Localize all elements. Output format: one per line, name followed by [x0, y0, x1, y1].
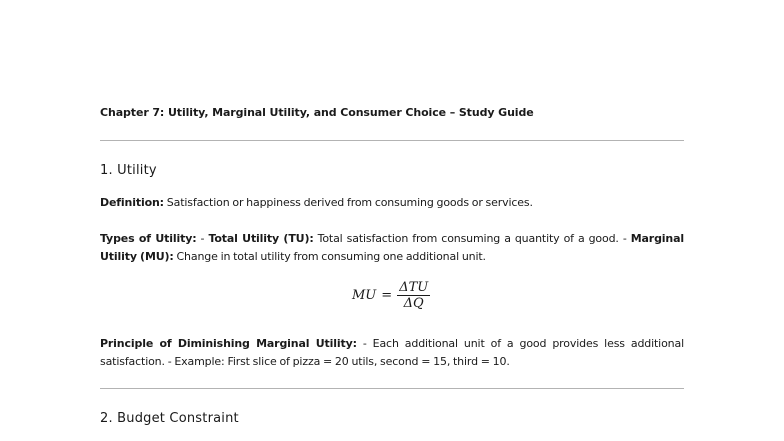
section-divider [100, 388, 684, 389]
formula-fraction [397, 280, 430, 311]
marginal-utility-label: Marginal Utility (MU): [100, 232, 684, 263]
types-label: Types of Utility: [100, 232, 197, 245]
section-heading-budget-constraint: 2. Budget Constraint [100, 411, 239, 426]
formula-denominator: ΔQ [403, 296, 424, 311]
document-title: Chapter 7: Utility, Marginal Utility, and Consumer Choice – Study Guide [100, 106, 534, 119]
section-divider [100, 140, 684, 141]
marginal-utility-formula [352, 280, 430, 311]
formula-numerator: ΔTU [399, 280, 429, 295]
types-dash: - [196, 232, 209, 245]
diminishing-marginal-utility-paragraph [100, 335, 684, 371]
marginal-utility-text: Change in total utility from consuming one additional unit. [173, 250, 486, 263]
types-of-utility-paragraph [100, 230, 684, 266]
total-utility-label: Total Utility (TU): [208, 232, 314, 245]
section-heading-utility: 1. Utility [100, 163, 157, 178]
formula-equals: = [381, 288, 393, 303]
formula-lhs: MU [352, 288, 377, 303]
definition-label: Definition: [100, 196, 164, 209]
dmu-text: - Each additional unit of a good provides less additional satisfaction. - Example: First slice of pizza = 20 utils, second = 15, third = 10. [100, 337, 684, 368]
dmu-label: Principle of Diminishing Marginal Utility: [100, 337, 357, 350]
definition-paragraph [100, 194, 684, 212]
definition-text: Satisfaction or happiness derived from consuming goods or services. [163, 196, 533, 209]
total-utility-text: Total satisfaction from consuming a quantity of a good. - [313, 232, 631, 245]
